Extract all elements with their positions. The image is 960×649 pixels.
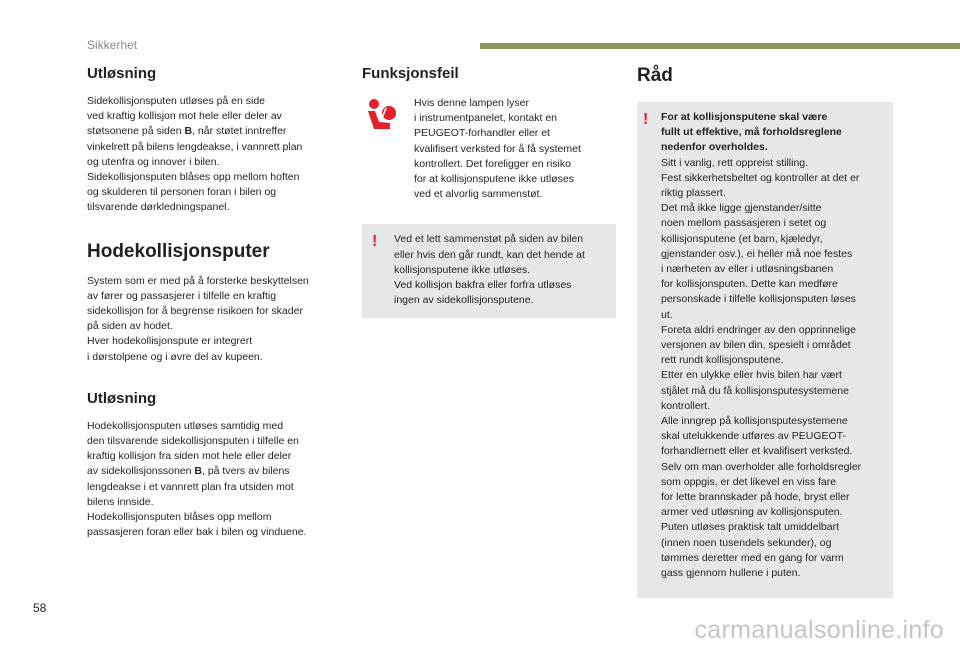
section-label: Sikkerhet	[87, 38, 138, 52]
heading-malfunction: Funksjonsfeil	[362, 65, 459, 82]
heading-deployment-curtain: Utløsning	[87, 389, 157, 407]
warning-box-text: Ved et lett sammenstøt på siden av bilen eller hvis den går rundt, kan det hende at kollisjonsputene ikke utløses. Ved kollisjon bakfra eller forfra utløses ingen av sidekollisjonsputene.	[394, 233, 585, 307]
exclamation-icon: !	[372, 233, 378, 251]
exclamation-icon: !	[643, 111, 649, 128]
malfunction-lamp-text: Hvis denne lampen lyser i instrumentpanelet, kontakt en PEUGEOT-forhandler eller et kvalifisert verksted for å få systemet kontrollert. Det foreligger en risiko for at kollisjonsputene ikke utløses ved et alvorlig sammenstøt.	[414, 97, 581, 201]
heading-deployment-side: Utløsning	[87, 65, 157, 82]
paragraph-curtain-airbags: System som er med på å forsterke beskyttelsen av fører og passasjerer i tilfelle en kraftig sidekollisjon for å begrense risikoen for skader på siden av hodet. Hver hodekollisjonspute er integrert i dørstolpene og i øvre del av kupeen.	[87, 274, 309, 363]
heading-advice: Råd	[637, 65, 673, 86]
advice-box	[637, 102, 893, 598]
section-accent-bar	[480, 43, 960, 49]
column-middle	[362, 64, 616, 318]
column-left	[87, 64, 349, 540]
paragraph-side-airbag-deployment: Sidekollisjonsputen utløses på en side ved kraftig kollisjon mot hele eller deler av støtsonene på siden B, når støtet inntreffer vinkelrett på bilens lengdeakse, i vannrett plan og utenfra og innover i bilen. Sidekollisjonsputen blåses opp mellom hoften og skulderen til personen foran i bilen og tilsvarende dørkledningspanel.	[87, 95, 303, 214]
watermark: carmanualsonline.info	[694, 616, 944, 644]
heading-curtain-airbags: Hodekollisjonsputer	[87, 240, 270, 262]
column-right	[637, 64, 893, 598]
page-number: 58	[33, 601, 47, 615]
airbag-warning-icon	[362, 96, 414, 202]
advice-text: Sitt i vanlig, rett oppreist stilling. Fest sikkerhetsbeltet og kontroller at det er riktig plassert. Det må ikke ligge gjenstander/sitte noen mellom passasjeren i setet og kollisjonsputene (et barn, kjæledyr, gjenstander osv.), ei heller må noe festes i nærheten av eller i utløsningsbanen for kollisjonsputen. Dette kan medføre personskade i tilfelle kollisjonsputen løses ut. Foreta aldri endringer av den opprinnelige versjonen av bilen din, spesielt i området rett rundt kollisjonsputene. Etter en ulykke eller hvis bilen har vært stjålet må du få kollisjonsputesystemene kontrollert. Alle inngrep på kollisjonsputesystemene skal utelukkende utføres av PEUGEOT- forhandlernett eller et kvalifisert verksted. Selv om man overholder alle forholdsregler som oppgis, er det likevel en viss fare for lette brannskader på hode, bryst eller armer ved utløsning av kollisjonsputen. Puten utløses praktisk talt umiddelbart (innen noen tusendels sekunder), og tømmes deretter med en gang for varm gass gjennom hullene i puten.	[661, 156, 862, 580]
paragraph-curtain-deployment: Hodekollisjonsputen utløses samtidig med den tilsvarende sidekollisjonsputen i tilfelle en kraftig kollisjon fra siden mot hele eller deler av sidekollisjonssonen B, på tvers av bilens lengdeakse i et vannrett plan fra utsiden mot bilens innside. Hodekollisjonsputen blåses opp mellom passasjeren foran eller bak i bilen og vinduene.	[87, 419, 307, 539]
warning-box	[362, 224, 616, 318]
advice-lead: For at kollisjonsputene skal være fullt ut effektive, må forholdsreglene nedenfor overholdes.	[661, 111, 842, 154]
